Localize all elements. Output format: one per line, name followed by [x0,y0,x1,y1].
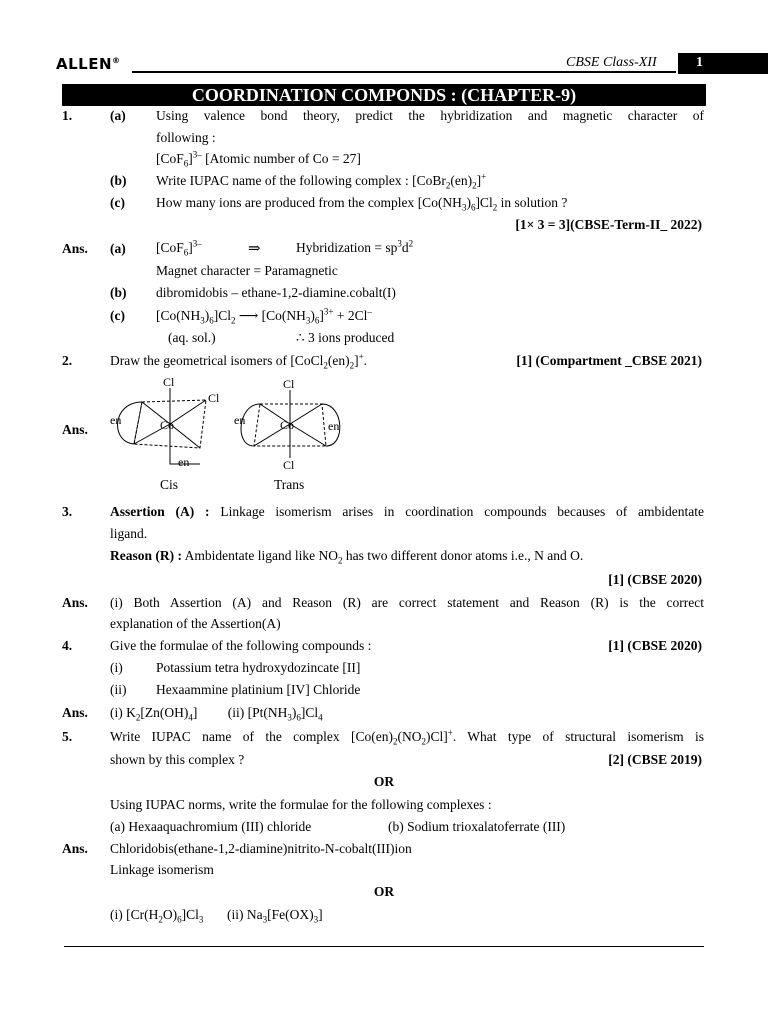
q2-text: Draw the geometrical isomers of $[CoCl_2(en)_2]^+$. [110,351,368,371]
q5-number: 5. [62,729,73,744]
footer-rule [64,946,704,947]
q4i-text: Potassium tetra hydroxydozincate [II] [156,660,361,675]
cis-en-bottom: en [178,455,190,469]
ans1c-equation: $[Co(NH_3)_6]Cl_2$ ⟶ $[Co(NH_3)_6]^{3+} + 2Cl^-$ [156,306,372,326]
q5-alt-a: (a) Hexaaquachromium (III) chloride [110,819,312,834]
cis-caption: Cis [160,477,179,492]
ans1c-ions: ∴ 3 ions produced [296,330,395,345]
header-rule [132,71,676,73]
page-number: 1 [696,55,703,70]
q1c-label: (c) [110,195,125,210]
q5-line2: shown by this complex ? [110,752,245,767]
q1a-label: (a) [110,108,126,123]
q5-alt-b: (b) Sodium trioxalatoferrate (III) [388,819,566,834]
page-number-box [678,53,768,74]
q4i-label: (i) [110,660,123,675]
q4-number: 4. [62,638,73,653]
ans1a-magnetic: Magnet character = Paramagnetic [156,263,338,278]
q1a-line3: $[CoF_6]^{3-}$ [Atomic number of Co = 27] [156,149,361,169]
q1-marks: [1× 3 = 3](CBSE-Term-II_ 2022) [515,217,702,232]
q2-number: 2. [62,353,73,368]
cis-cl-top: Cl [163,375,175,389]
ans4-formulae: (i) $K_2[Zn(OH)_4]$ (ii) $[Pt(NH_3)_6]Cl_4$ [110,705,323,723]
q4-marks: [1] (CBSE 2020) [608,638,702,653]
ans3-label: Ans. [62,595,88,610]
q1a-line1: Using valence bond theory, predict the hybridization and magnetic character of [156,108,704,123]
trans-isomer-diagram [232,372,348,476]
q5-line1: Write IUPAC name of the complex $[Co(en)_2(NO_2)Cl]^+$. What type of structural isomerism is [110,727,705,747]
ans5-line2: Linkage isomerism [110,862,214,877]
ans1-label: Ans. [62,241,88,256]
trans-en-right: en [328,419,340,433]
q5-or-1: OR [373,774,395,789]
q3-assertion-line1: Assertion (A) : Linkage isomerism arises in coordination compounds becauses of ambidentate [110,504,705,519]
implies-arrow: ⇒ [248,241,261,257]
ans1c-aq: (aq. sol.) [168,330,216,345]
q1b-label: (b) [110,173,127,188]
ans5-line1: Chloridobis(ethane-1,2-diamine)nitrito-N-cobalt(III)ion [110,841,412,856]
cis-co: Co [160,418,175,432]
ans1b-label: (b) [110,285,127,300]
ans1a-label: (a) [110,241,126,256]
q2-marks: [1] (Compartment _CBSE 2021) [516,353,702,368]
ans1a-formula: $[CoF_6]^{3-}$ [156,238,202,258]
ans4-label: Ans. [62,705,88,720]
q5-alt-text: Using IUPAC norms, write the formulae for the following complexes : [110,797,492,812]
q3-reason: Reason (R) : Ambidentate ligand like $NO_2$ has two different donor atoms i.e., N and O. [110,548,584,566]
q1b-text: Write IUPAC name of the following complex : $[CoBr_2(en)_2]^+$ [156,171,487,191]
ans1a-hybridization: Hybridization = $sp^3d^2$ [296,238,414,255]
ans1b-text: dibromidobis – ethane-1,2-diamine.cobalt(I) [156,285,396,300]
cis-en-left: en [110,413,122,427]
q5-or-2: OR [373,884,395,899]
q1c-text: How many ions are produced from the complex $[Co(NH_3)_6]Cl_2$ in solution ? [156,195,568,213]
trans-cl-bottom: Cl [283,458,295,472]
ans5-formulae: (i) $[Cr(H_2O)_6]Cl_3$ (ii) $Na_3[Fe(OX)_3]$ [110,907,323,925]
allen-logo: ALLEN® [56,55,121,73]
q3-marks: [1] (CBSE 2020) [608,572,702,587]
ans3-line2: explanation of the Assertion(A) [110,616,281,631]
q3-assertion-line2: ligand. [110,526,148,541]
q1a-line2: following : [156,130,216,145]
q1-number: 1. [62,108,73,123]
ans2-label: Ans. [62,422,88,437]
class-label: CBSE Class-XII [566,55,657,70]
trans-en-left: en [234,413,246,427]
cis-cl-right: Cl [208,391,220,405]
q5-marks: [2] (CBSE 2019) [608,752,702,767]
ans5-label: Ans. [62,841,88,856]
chapter-title: COORDINATION COMPONDS : (CHAPTER-9) [62,84,706,106]
trans-caption: Trans [274,477,305,492]
trans-co: Co [280,418,295,432]
q4-text: Give the formulae of the following compounds : [110,638,372,653]
q3-number: 3. [62,504,73,519]
q4ii-label: (ii) [110,682,127,697]
q4ii-text: Hexaammine platinium [IV] Chloride [156,682,361,697]
trans-cl-top: Cl [283,377,295,391]
cis-isomer-diagram [104,372,228,476]
ans3-line1: (i) Both Assertion (A) and Reason (R) are correct statement and Reason (R) is the correct [110,595,704,610]
ans1c-label: (c) [110,308,125,323]
